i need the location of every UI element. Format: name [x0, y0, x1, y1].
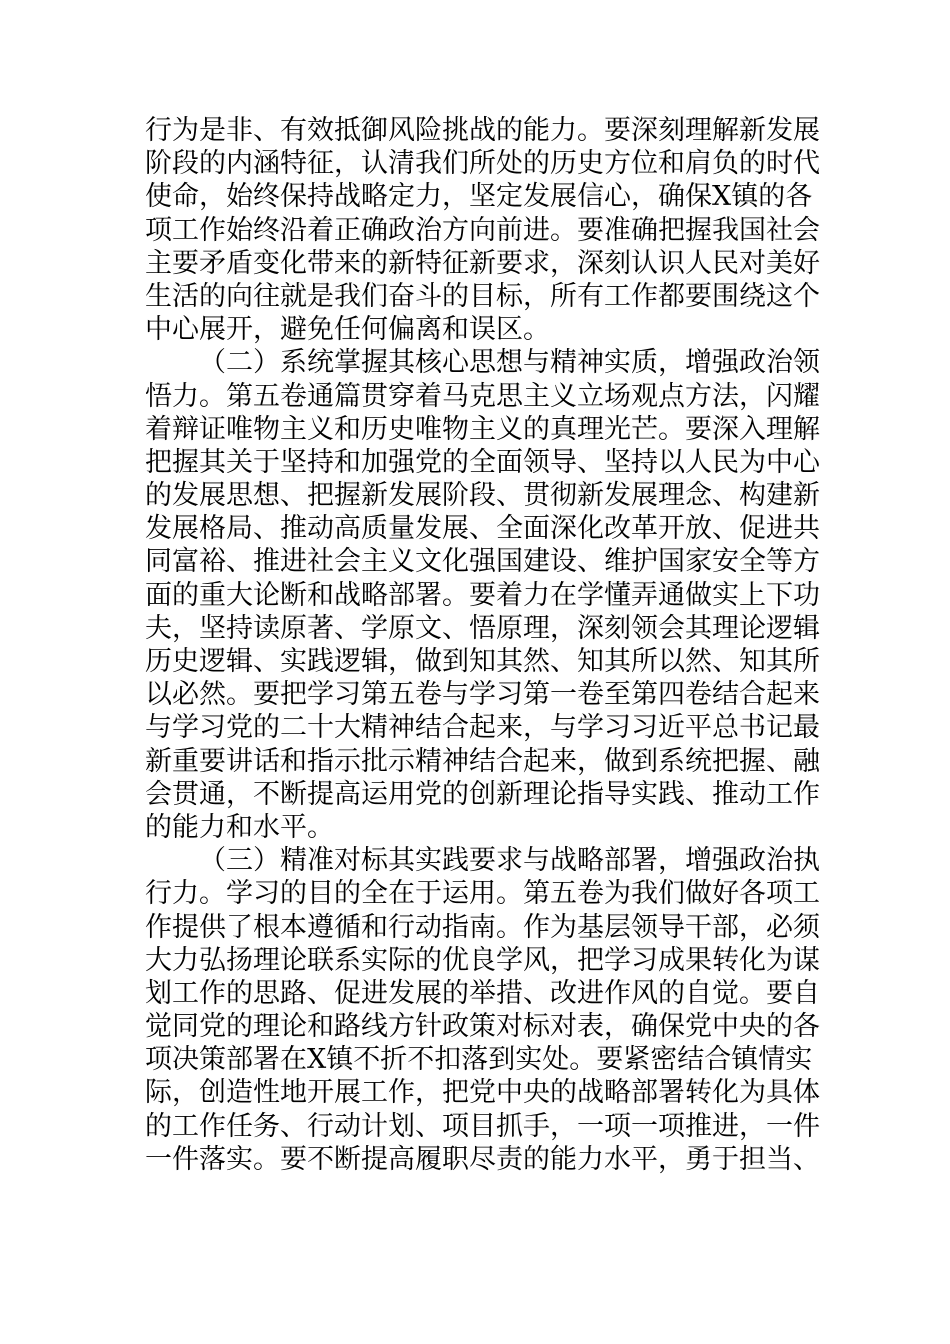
text-line: 作提供了根本遵循和行动指南。作为基层领导干部，必须	[145, 911, 820, 943]
text-line: 行力。学习的目的全在于运用。第五卷为我们做好各项工	[145, 878, 820, 910]
text-line: 与学习党的二十大精神结合起来，与学习习近平总书记最	[145, 712, 820, 744]
text-line: 新重要讲话和指示批示精神结合起来，做到系统把握、融	[145, 745, 820, 777]
text-line: 着辩证唯物主义和历史唯物主义的真理光芒。要深入理解	[145, 413, 820, 445]
text-line: 中心展开，避免任何偏离和误区。	[145, 314, 550, 346]
text-line: 觉同党的理论和路线方针政策对标对表，确保党中央的各	[145, 1011, 820, 1043]
text-line: 主要矛盾变化带来的新特征新要求，深刻认识人民对美好	[145, 247, 820, 279]
text-line: 把握其关于坚持和加强党的全面领导、坚持以人民为中心	[145, 446, 820, 478]
text-line: 一件落实。要不断提高履职尽责的能力水平，勇于担当、	[145, 1143, 820, 1175]
text-line: 的发展思想、把握新发展阶段、贯彻新发展理念、构建新	[145, 480, 820, 512]
text-line: 同富裕、推进社会主义文化强国建设、维护国家安全等方	[145, 546, 820, 578]
text-line: 的工作任务、行动计划、项目抓手，一项一项推进，一件	[145, 1110, 820, 1142]
text-line: 的能力和水平。	[145, 811, 334, 843]
section-heading-line: （二）系统掌握其核心思想与精神实质，增强政治领	[199, 347, 820, 379]
text-line: 行为是非、有效抵御风险挑战的能力。要深刻理解新发展	[145, 115, 820, 146]
text-line: 生活的向往就是我们奋斗的目标，所有工作都要围绕这个	[145, 280, 820, 312]
section-heading-line: （三）精准对标其实践要求与战略部署，增强政治执	[199, 845, 820, 877]
text-line: 使命，始终保持战略定力，坚定发展信心，确保X镇的各	[145, 181, 813, 213]
text-line: 大力弘扬理论联系实际的优良学风，把学习成果转化为谋	[145, 944, 820, 976]
text-line: 会贯通，不断提高运用党的创新理论指导实践、推动工作	[145, 778, 820, 810]
text-line: 项工作始终沿着正确政治方向前进。要准确把握我国社会	[145, 214, 820, 246]
text-line: 以必然。要把学习第五卷与学习第一卷至第四卷结合起来	[145, 679, 820, 711]
text-line: 划工作的思路、促进发展的举措、改进作风的自觉。要自	[145, 977, 820, 1009]
text-line: 悟力。第五卷通篇贯穿着马克思主义立场观点方法，闪耀	[145, 380, 820, 412]
text-line: 发展格局、推动高质量发展、全面深化改革开放、促进共	[145, 513, 820, 545]
body-text	[145, 114, 820, 1176]
text-line: 面的重大论断和战略部署。要着力在学懂弄通做实上下功	[145, 579, 820, 611]
text-line: 夫，坚持读原著、学原文、悟原理，深刻领会其理论逻辑	[145, 612, 820, 644]
text-line: 历史逻辑、实践逻辑，做到知其然、知其所以然、知其所	[145, 646, 820, 677]
text-line: 阶段的内涵特征，认清我们所处的历史方位和肩负的时代	[145, 148, 820, 180]
text-line: 际，创造性地开展工作，把党中央的战略部署转化为具体	[145, 1077, 820, 1109]
text-line: 项决策部署在X镇不折不扣落到实处。要紧密结合镇情实	[145, 1044, 813, 1076]
